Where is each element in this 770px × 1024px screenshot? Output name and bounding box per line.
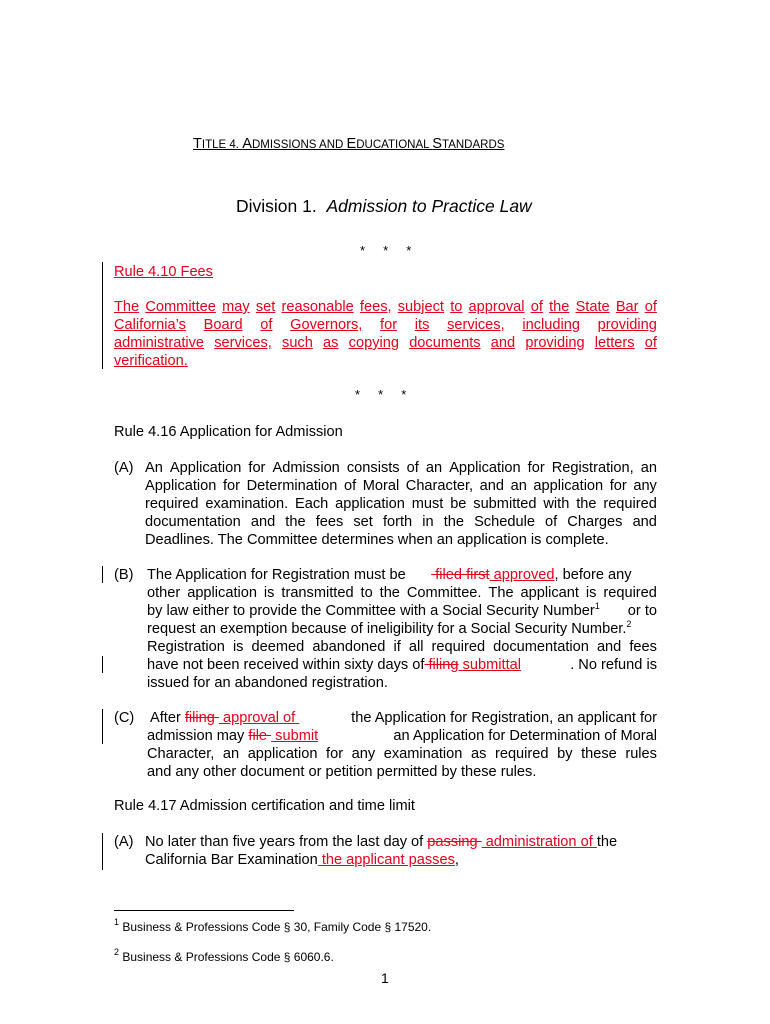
inserted-text: the applicant passes (317, 852, 455, 868)
inserted-text: approved (489, 567, 555, 583)
rule-417-heading: Rule 4.17 Admission certification and time limit (114, 798, 415, 814)
paragraph-line: admission may file submit an Application for Determination of Moral (147, 728, 657, 744)
paragraph-line: California Bar Examination the applicant passes, (145, 852, 459, 868)
deleted-text: file (248, 728, 272, 744)
paragraph-line: Character, an application for any examination as required by these rules (147, 746, 657, 762)
page-number: 1 (381, 970, 389, 986)
paragraph-line: The Application for Registration must be filed first approved, before any (147, 567, 632, 583)
deleted-text: filing (424, 657, 459, 673)
paragraph-line: have not been received within sixty days of filing submittal . No refund is (147, 657, 657, 673)
paragraph-line: Deadlines. The Committee determines when an application is complete. (145, 532, 609, 548)
paragraph-line: required examination. Each application must be submitted with the required (145, 496, 657, 512)
footnote-divider (114, 910, 294, 911)
division-name: Admission to Practice Law (326, 196, 532, 216)
paragraph-line: No later than five years from the last day of passing administration of the (145, 834, 618, 850)
deleted-text: passing (427, 834, 482, 850)
rule-410-line: The Committee may set reasonable fees, subject to approval of the State Bar of (114, 299, 657, 315)
change-bar (102, 833, 103, 870)
change-bar (102, 262, 103, 369)
footnote: $^2$ Business & Professions Code § 6060.6. (114, 947, 334, 964)
paragraph-line: issued for an abandoned registration. (147, 675, 388, 691)
change-bar (102, 656, 103, 673)
deleted-text: filing (184, 710, 219, 726)
paragraph-line: An Application for Admission consists of an Application for Registration, an (145, 460, 657, 476)
footnote: $^1$ Business & Professions Code § 30, Family Code § 17520. (114, 917, 432, 934)
paragraph-label: (A) (114, 834, 134, 850)
division-label: Division 1. (236, 196, 317, 216)
title-heading: TITLE 4. ADMISSIONS AND EDUCATIONAL STANDARDS (193, 136, 505, 152)
rule-416-heading: Rule 4.16 Application for Admission (114, 424, 343, 440)
change-bar (102, 566, 103, 583)
footnote-ref[interactable]: 1 (594, 601, 600, 611)
paragraph-line: by law either to provide the Committee with a Social Security Number$^1$ or to (147, 601, 657, 619)
rule-410-line: California’s Board of Governors, for its services, including providing (114, 317, 657, 333)
paragraph-line: Registration is deemed abandoned if all required documentation and fees (147, 639, 657, 655)
paragraph-line: After filing approval of the Application for Registration, an applicant for (150, 710, 657, 726)
inserted-text: submit (271, 728, 319, 744)
footnote-number: 2 (114, 947, 120, 957)
rule-410-line: verification. (114, 353, 188, 369)
paragraph-label: (A) (114, 460, 134, 476)
paragraph-line: Application for Determination of Moral Character, and an application for any (145, 478, 657, 494)
paragraph-line: other application is transmitted to the Committee. The applicant is required (147, 585, 657, 601)
inserted-text: approval of (218, 710, 300, 726)
division-heading (236, 195, 532, 217)
paragraph-line: request an exemption because of ineligibility for a Social Security Number.$^2$ (147, 619, 632, 637)
footnote-number: 1 (114, 917, 120, 927)
rule-410-heading: Rule 4.10 Fees (114, 264, 213, 280)
paragraph-label: (B) (114, 567, 134, 583)
paragraph-label: (C) (114, 710, 135, 726)
separator: * * * (360, 243, 412, 258)
paragraph-line: and any other document or petition permitted by these rules. (147, 764, 537, 780)
deleted-text: filed first (431, 567, 490, 583)
change-bar (102, 709, 103, 744)
inserted-text: administration of (481, 834, 597, 850)
inserted-text: submittal (458, 657, 521, 673)
rule-410-line: administrative services, such as copying documents and providing letters of (114, 335, 657, 351)
separator: * * * (355, 387, 407, 402)
paragraph-line: documentation and the fees set forth in the Schedule of Charges and (145, 514, 657, 530)
footnote-ref[interactable]: 2 (626, 619, 632, 629)
